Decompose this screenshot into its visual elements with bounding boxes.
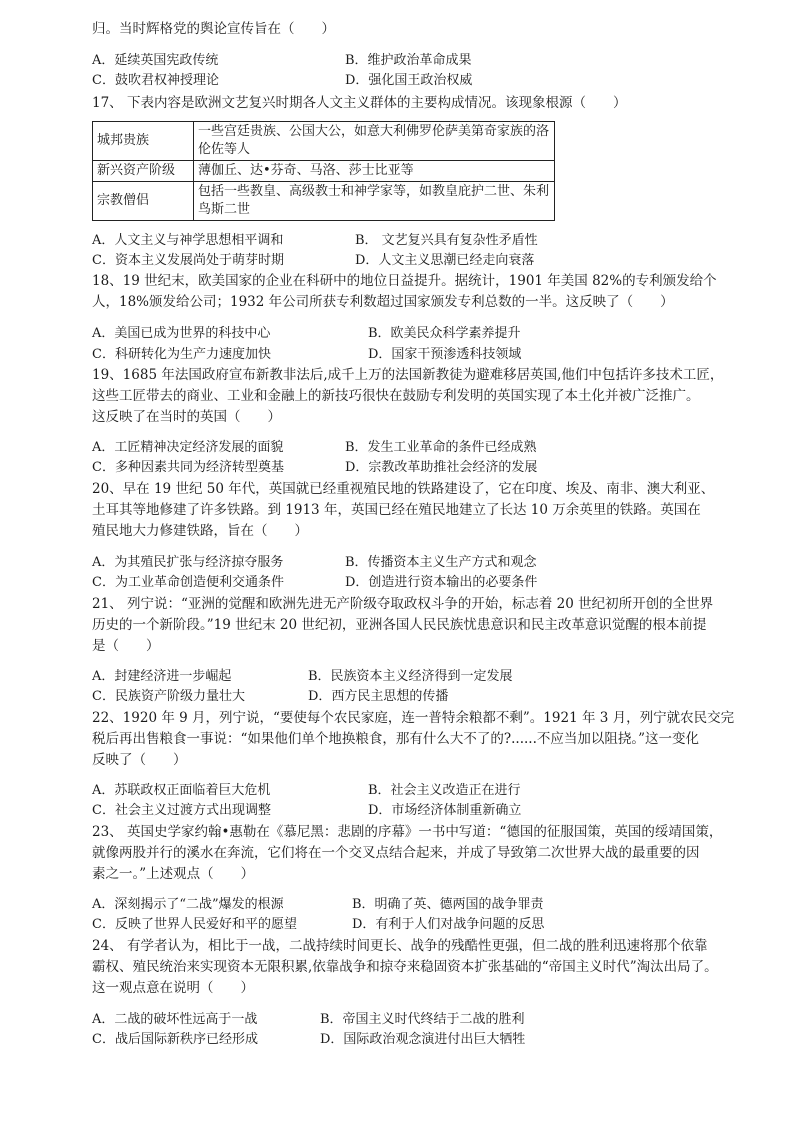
q19-option-d[interactable]: D．宗教改革助推社会经济的发展 [345,460,538,475]
q20-option-b[interactable]: B．传播资本主义生产方式和观念 [345,555,537,570]
q16-option-c[interactable]: C．鼓吹君权神授理论 [92,73,219,88]
question-24-stem-line-1: 24、 有学者认为，相比于一战，二战持续时间更长、战争的残酷性更强，但二战的胜利迅速将那个依靠 [92,938,708,954]
question-16-stem-tail: 归。当时辉格党的舆论宣传旨在（ ） [92,21,335,37]
q23-option-a[interactable]: A．深刻揭示了“二战”爆发的根源 [92,897,284,912]
q23-option-c[interactable]: C．反映了世界人民爱好和平的愿望 [92,917,297,932]
table-cell-line: 鸟斯二世 [198,202,251,217]
q22-option-b[interactable]: B．社会主义改造正在进行 [368,783,521,798]
q17-option-c[interactable]: C．资本主义发展尚处于萌芽时期 [92,253,284,268]
question-18-stem-line-1: 18、19 世纪末，欧美国家的企业在科研中的地位日益提升。据统计，1901 年美国 82%的专利颁发给个 [92,273,717,289]
q16-option-b[interactable]: B．维护政治革命成果 [345,53,472,68]
table-cell-members [194,182,555,221]
q18-option-c[interactable]: C．科研转化为生产力速度加快 [92,347,271,362]
q17-option-d[interactable]: D．人文主义思潮已经走向衰落 [355,253,535,268]
question-22-stem-line-1: 22、1920 年 9 月，列宁说，“要使每个农民家庭，连一普特余粮都不剩”。1921 年 3 月，列宁就农民交完 [92,710,735,726]
question-23-stem-line-3: 素之一。”上述观点（ ） [92,866,255,882]
q20-option-c[interactable]: C．为工业革命创造便利交通条件 [92,575,284,590]
q21-option-a[interactable]: A．封建经济进一步崛起 [92,669,232,684]
q22-option-a[interactable]: A．苏联政权正面临着巨大危机 [92,783,271,798]
question-19-stem-line-1: 19、1685 年法国政府宣布新教非法后,成千上万的法国新教徒为避难移居英国,他们中包括许多技术工匠， [92,367,724,383]
question-23-stem-line-1: 23、 英国史学家约翰•惠勒在《慕尼黑：悲剧的序幕》一书中写道：“德国的征服国策，英国的绥靖国策， [92,824,723,840]
question-18-stem-line-2: 人，18%颁发给公司；1932 年公司所获专利数超过国家颁发专利总数的一半。这反映了（ ） [92,294,674,310]
table-cell-group: 城邦贵族 [93,122,194,161]
question-22-stem-line-3: 反映了（ ） [92,752,187,768]
q24-option-c[interactable]: C．战后国际新秩序已经形成 [92,1032,258,1047]
table-cell-line: 一些宫廷贵族、公国大公，如意大利佛罗伦萨美第奇家族的洛 [198,124,550,139]
question-19-stem-line-2: 这些工匠带去的商业、工业和金融上的新技巧很快在鼓励专利发明的英国实现了本土化并被广泛推广。 [92,388,700,404]
question-23-stem-line-2: 就像两股并行的溪水在奔流，它们将在一个交叉点结合起来，并成了导致第二次世界大战的最重要的因 [92,845,700,861]
q19-option-a[interactable]: A．工匠精神决定经济发展的面貌 [92,440,284,455]
question-20-stem-line-2: 土耳其等地修建了许多铁路。到 1913 年，英国已经在殖民地建立了长达 10 万余英里的铁路。英国在 [92,502,701,518]
table-cell-group: 新兴资产阶级 [93,161,194,182]
table-row [93,122,555,161]
question-22-stem-line-2: 税后再出售粮食一事说：“如果他们单个地换粮食，那有什么大不了的?......不应当加以阻挠。”这一变化 [92,731,700,747]
q24-option-d[interactable]: D．国际政治观念演进付出巨大牺牲 [320,1032,526,1047]
question-20-stem-line-1: 20、早在 19 世纪 50 年代，英国就已经重视殖民地的铁路建设了，它在印度、埃及、南非、澳大利亚、 [92,481,715,497]
question-17-stem: 17、 下表内容是欧洲文艺复兴时期各人文主义群体的主要构成情况。该现象根源（ ） [92,95,627,111]
table-cell-line: 伦佐等人 [198,142,251,157]
question-24-stem-line-3: 这一观点意在说明（ ） [92,980,254,996]
table-row [93,161,555,182]
question-21-stem-line-2: 历史的一个新阶段。”19 世纪末 20 世纪初，亚洲各国人民民族忧患意识和民主改革意识觉醒的根本前提 [92,617,707,633]
humanist-groups-table [92,121,555,221]
table-row [93,182,555,221]
q21-option-d[interactable]: D．西方民主思想的传播 [308,689,449,704]
q16-option-d[interactable]: D．强化国王政治权威 [345,73,473,88]
q24-option-a[interactable]: A．二战的破坏性远高于一战 [92,1012,258,1027]
q24-option-b[interactable]: B．帝国主义时代终结于二战的胜利 [320,1012,525,1027]
q17-option-a[interactable]: A．人文主义与神学思想相平调和 [92,233,284,248]
table-cell-line: 包括一些教皇、高级教士和神学家等，如教皇庇护二世、朱利 [198,184,550,199]
q19-option-b[interactable]: B．发生工业革命的条件已经成熟 [345,440,537,455]
q22-option-d[interactable]: D．市场经济体制重新确立 [368,803,522,818]
q18-option-d[interactable]: D．国家干预渗透科技领域 [368,347,522,362]
q22-option-c[interactable]: C．社会主义过渡方式出现调整 [92,803,271,818]
table-cell-group: 宗教僧侣 [93,182,194,221]
q20-option-a[interactable]: A．为其殖民扩张与经济掠夺服务 [92,555,284,570]
q17-option-b[interactable]: B． 文艺复兴具有复杂性矛盾性 [355,233,538,248]
q23-option-b[interactable]: B．明确了英、德两国的战争罪责 [352,897,544,912]
q19-option-c[interactable]: C．多种因素共同为经济转型奠基 [92,460,284,475]
question-24-stem-line-2: 霸权、殖民统治来实现资本无限积累,依靠战争和掠夺来稳固资本扩张基础的“帝国主义时代”淘汰出局了。 [92,959,718,975]
question-21-stem-line-3: 是（ ） [92,638,160,654]
table-cell-members [194,122,555,161]
q23-option-d[interactable]: D．有利于人们对战争问题的反思 [352,917,545,932]
q21-option-b[interactable]: B．民族资本主义经济得到一定发展 [308,669,513,684]
table-cell-members: 薄伽丘、达•芬奇、马洛、莎士比亚等 [194,161,555,182]
q18-option-b[interactable]: B．欧美民众科学素养提升 [368,326,521,341]
question-21-stem-line-1: 21、 列宁说：“亚洲的觉醒和欧洲先进无产阶级夺取政权斗争的开始，标志着 20 世纪初所开创的全世界 [92,596,714,612]
q20-option-d[interactable]: D．创造进行资本输出的必要条件 [345,575,538,590]
question-19-stem-line-3: 这反映了在当时的英国（ ） [92,409,281,425]
q16-option-a[interactable]: A．延续英国宪政传统 [92,53,219,68]
q21-option-c[interactable]: C．民族资产阶级力量壮大 [92,689,245,704]
q18-option-a[interactable]: A．美国已成为世界的科技中心 [92,326,271,341]
question-20-stem-line-3: 殖民地大力修建铁路，旨在（ ） [92,523,308,539]
